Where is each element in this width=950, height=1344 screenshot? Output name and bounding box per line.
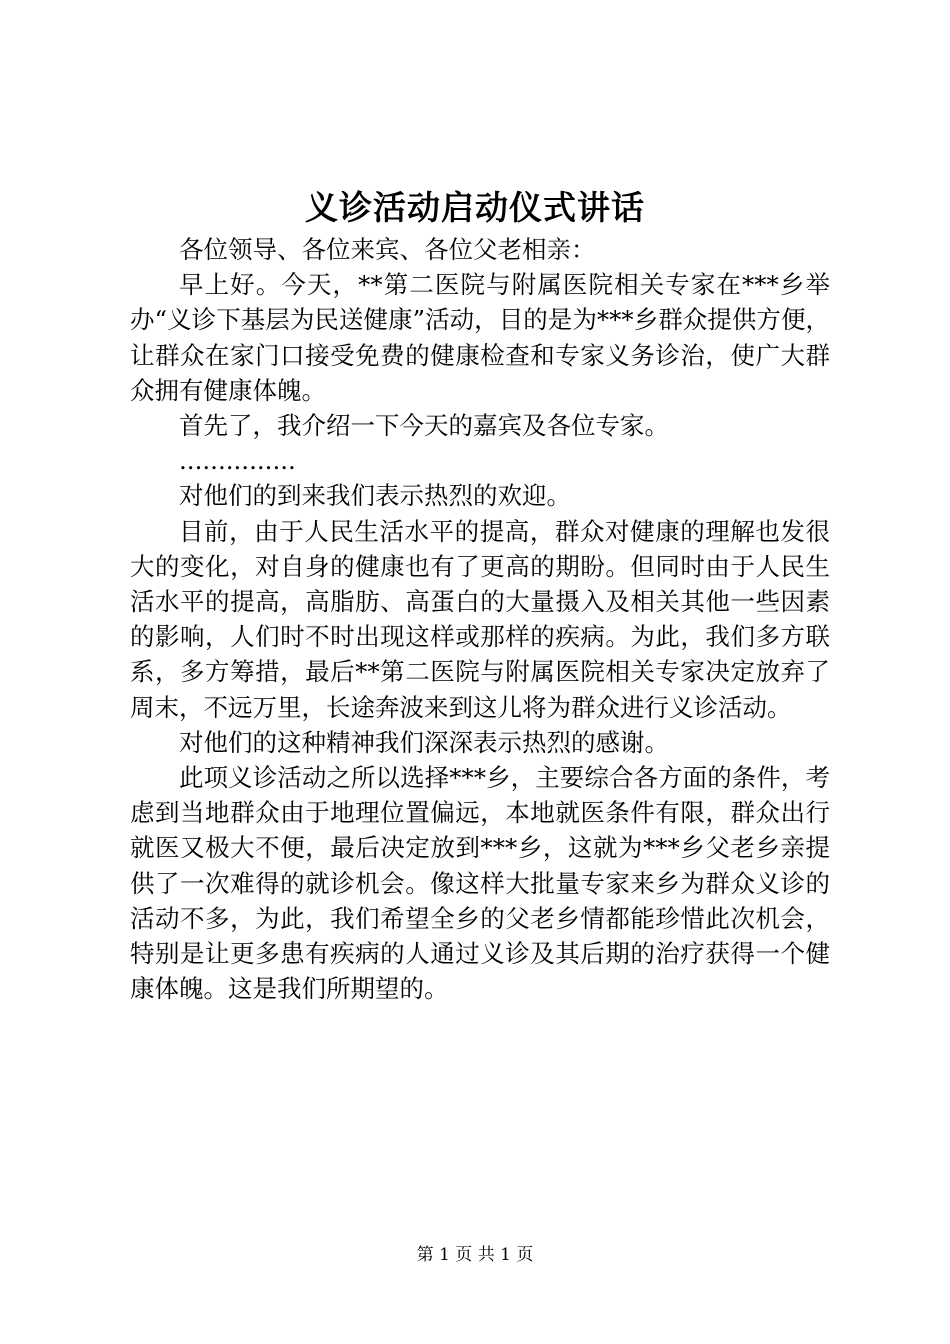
paragraph-salutation: 各位领导、各位来宾、各位父老相亲：	[179, 235, 596, 264]
paragraph-thanks: 对他们的这种精神我们深深表示热烈的感谢。	[179, 727, 669, 757]
paragraph-greeting: 早上好。今天，**第二医院与附属医院相关专家在***乡举办“义诊下基层为民送健康”活动，目的是为***乡群众提供方便，让群众在家门口接受免费的健康检查和专家义务诊治，使广大群众拥有健康体魄。	[130, 270, 830, 405]
document-title: 义诊活动启动仪式讲话	[305, 188, 645, 227]
paragraph-ellipsis: ...............	[179, 446, 296, 476]
document-body	[130, 232, 830, 1006]
paragraph-introduction: 首先了，我介绍一下今天的嘉宾及各位专家。	[179, 411, 669, 441]
paragraph-welcome: 对他们的到来我们表示热烈的欢迎。	[179, 481, 571, 511]
page-footer: 第 1 页 共 1 页	[416, 1245, 534, 1265]
paragraph-conclusion: 此项义诊活动之所以选择***乡，主要综合各方面的条件，考虑到当地群众由于地理位置偏远，本地就医条件有限，群众出行就医又极大不便，最后决定放到***乡，这就为***乡父老乡亲提供了一次难得的就诊机会。像这样大批量专家来乡为群众义诊的活动不多，为此，我们希望全乡的父老乡情都能珍惜此次机会，特别是让更多患有疾病的人通过义诊及其后期的治疗获得一个健康体魄。这是我们所期望的。	[130, 763, 830, 1004]
paragraph-background: 目前，由于人民生活水平的提高，群众对健康的理解也发很大的变化，对自身的健康也有了更高的期盼。但同时由于人民生活水平的提高，高脂肪、高蛋白的大量摄入及相关其他一些因素的影响，人们时不时出现这样或那样的疾病。为此，我们多方联系，多方筹措，最后**第二医院与附属医院相关专家决定放弃了周末，不远万里，长途奔波来到这儿将为群众进行义诊活动。	[130, 516, 830, 722]
